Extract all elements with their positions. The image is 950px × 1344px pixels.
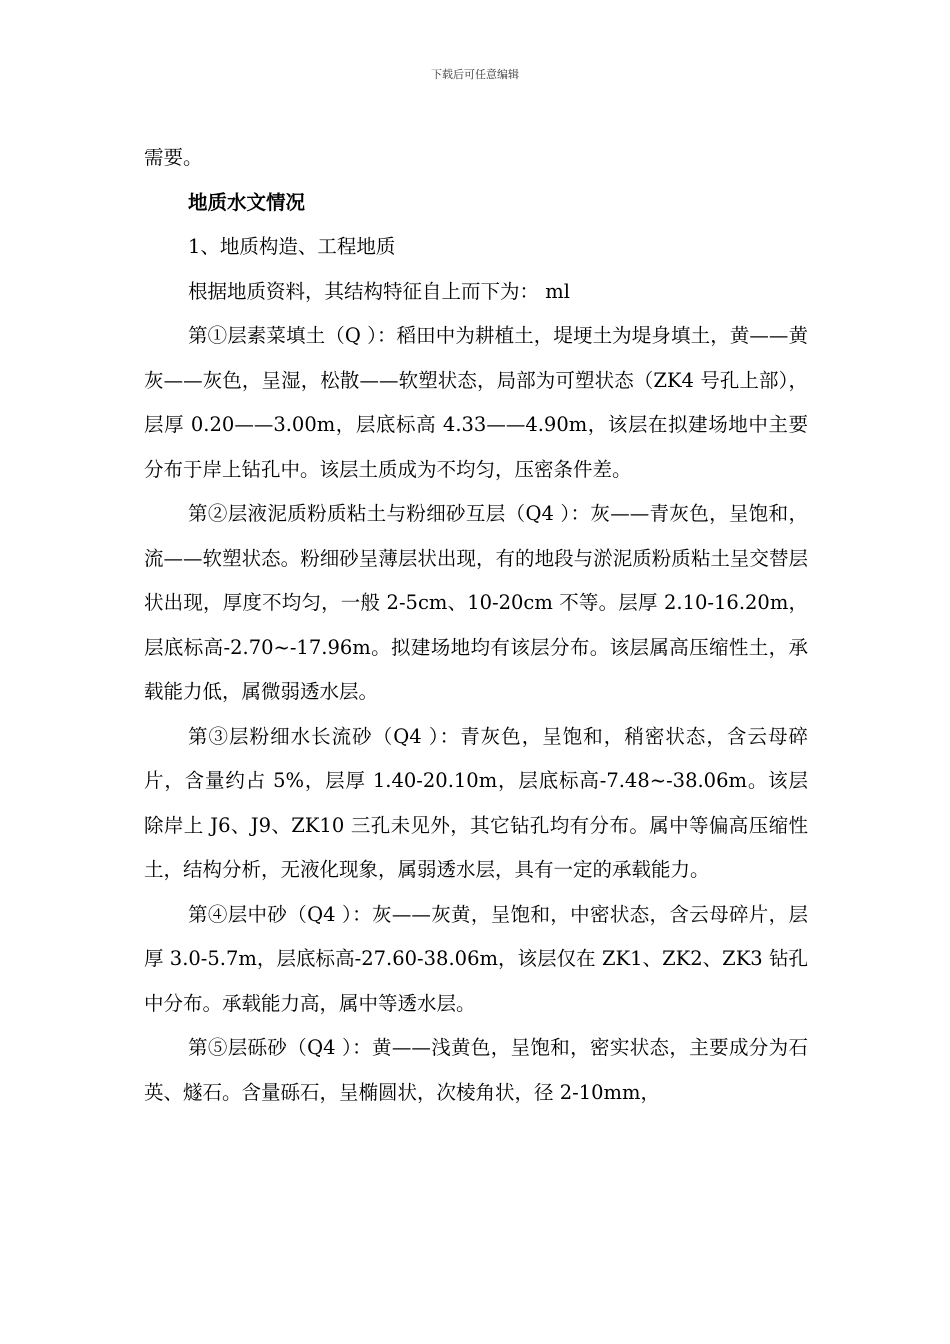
page-header: 下载后可任意编辑 xyxy=(431,68,519,81)
paragraph-continuation: 需要。 xyxy=(144,146,203,169)
subsection-heading: 1、地质构造、工程地质 xyxy=(188,235,396,258)
paragraph-layer-5: 第⑤层砾砂（Q4 ）：黄——浅黄色，呈饱和，密实状态，主要成分为石英、燧石。含量砾石，呈椭圆状，次棱角状，径 2-10mm， xyxy=(144,1036,808,1104)
paragraph-layer-3: 第③层粉细水长流砂（Q4 ）：青灰色，呈饱和，稍密状态，含云母碎片，含量约占 5%，层厚 1.40-20.10m，层底标高-7.48~-38.06m。该层除岸上 J6、J9、ZK10 三孔未见外，其它钻孔均有分布。属中等偏高压缩性土，结构分析，无液化现象，属弱透水层，具有一定的承载能力。 xyxy=(144,724,808,881)
section-heading: 地质水文情况 xyxy=(188,190,306,214)
paragraph-layer-2: 第②层液泥质粉质粘土与粉细砂互层（Q4 ）：灰——青灰色，呈饱和，流——软塑状态。粉细砂呈薄层状出现，有的地段与淤泥质粉质粘土呈交替层状出现，厚度不均匀，一般 2-5cm、10-20cm 不等。层厚 2.10-16.20m，层底标高-2.70~-17.96m。拟建场地均有该层分布。该层属高压缩性土，承载能力低，属微弱透水层。 xyxy=(144,502,808,703)
document-body xyxy=(144,136,808,1115)
paragraph-layer-1: 第①层素菜填土（Q ）：稻田中为耕植土，堤埂土为堤身填土，黄——黄灰——灰色，呈湿，松散——软塑状态，局部为可塑状态（ZK4 号孔上部），层厚 0.20——3.00m，层底标高 4.33——4.90m，该层在拟建场地中主要分布于岸上钻孔中。该层土质成为不均匀，压密条件差。 xyxy=(144,324,808,481)
paragraph-layer-4: 第④层中砂（Q4 ）：灰——灰黄，呈饱和，中密状态，含云母碎片，层厚 3.0-5.7m，层底标高-27.60-38.06m，该层仅在 ZK1、ZK2、ZK3 钻孔中分布。承载能力高，属中等透水层。 xyxy=(144,902,808,1015)
paragraph-intro: 根据地质资料，其结构特征自上而下为： ml xyxy=(188,279,570,303)
